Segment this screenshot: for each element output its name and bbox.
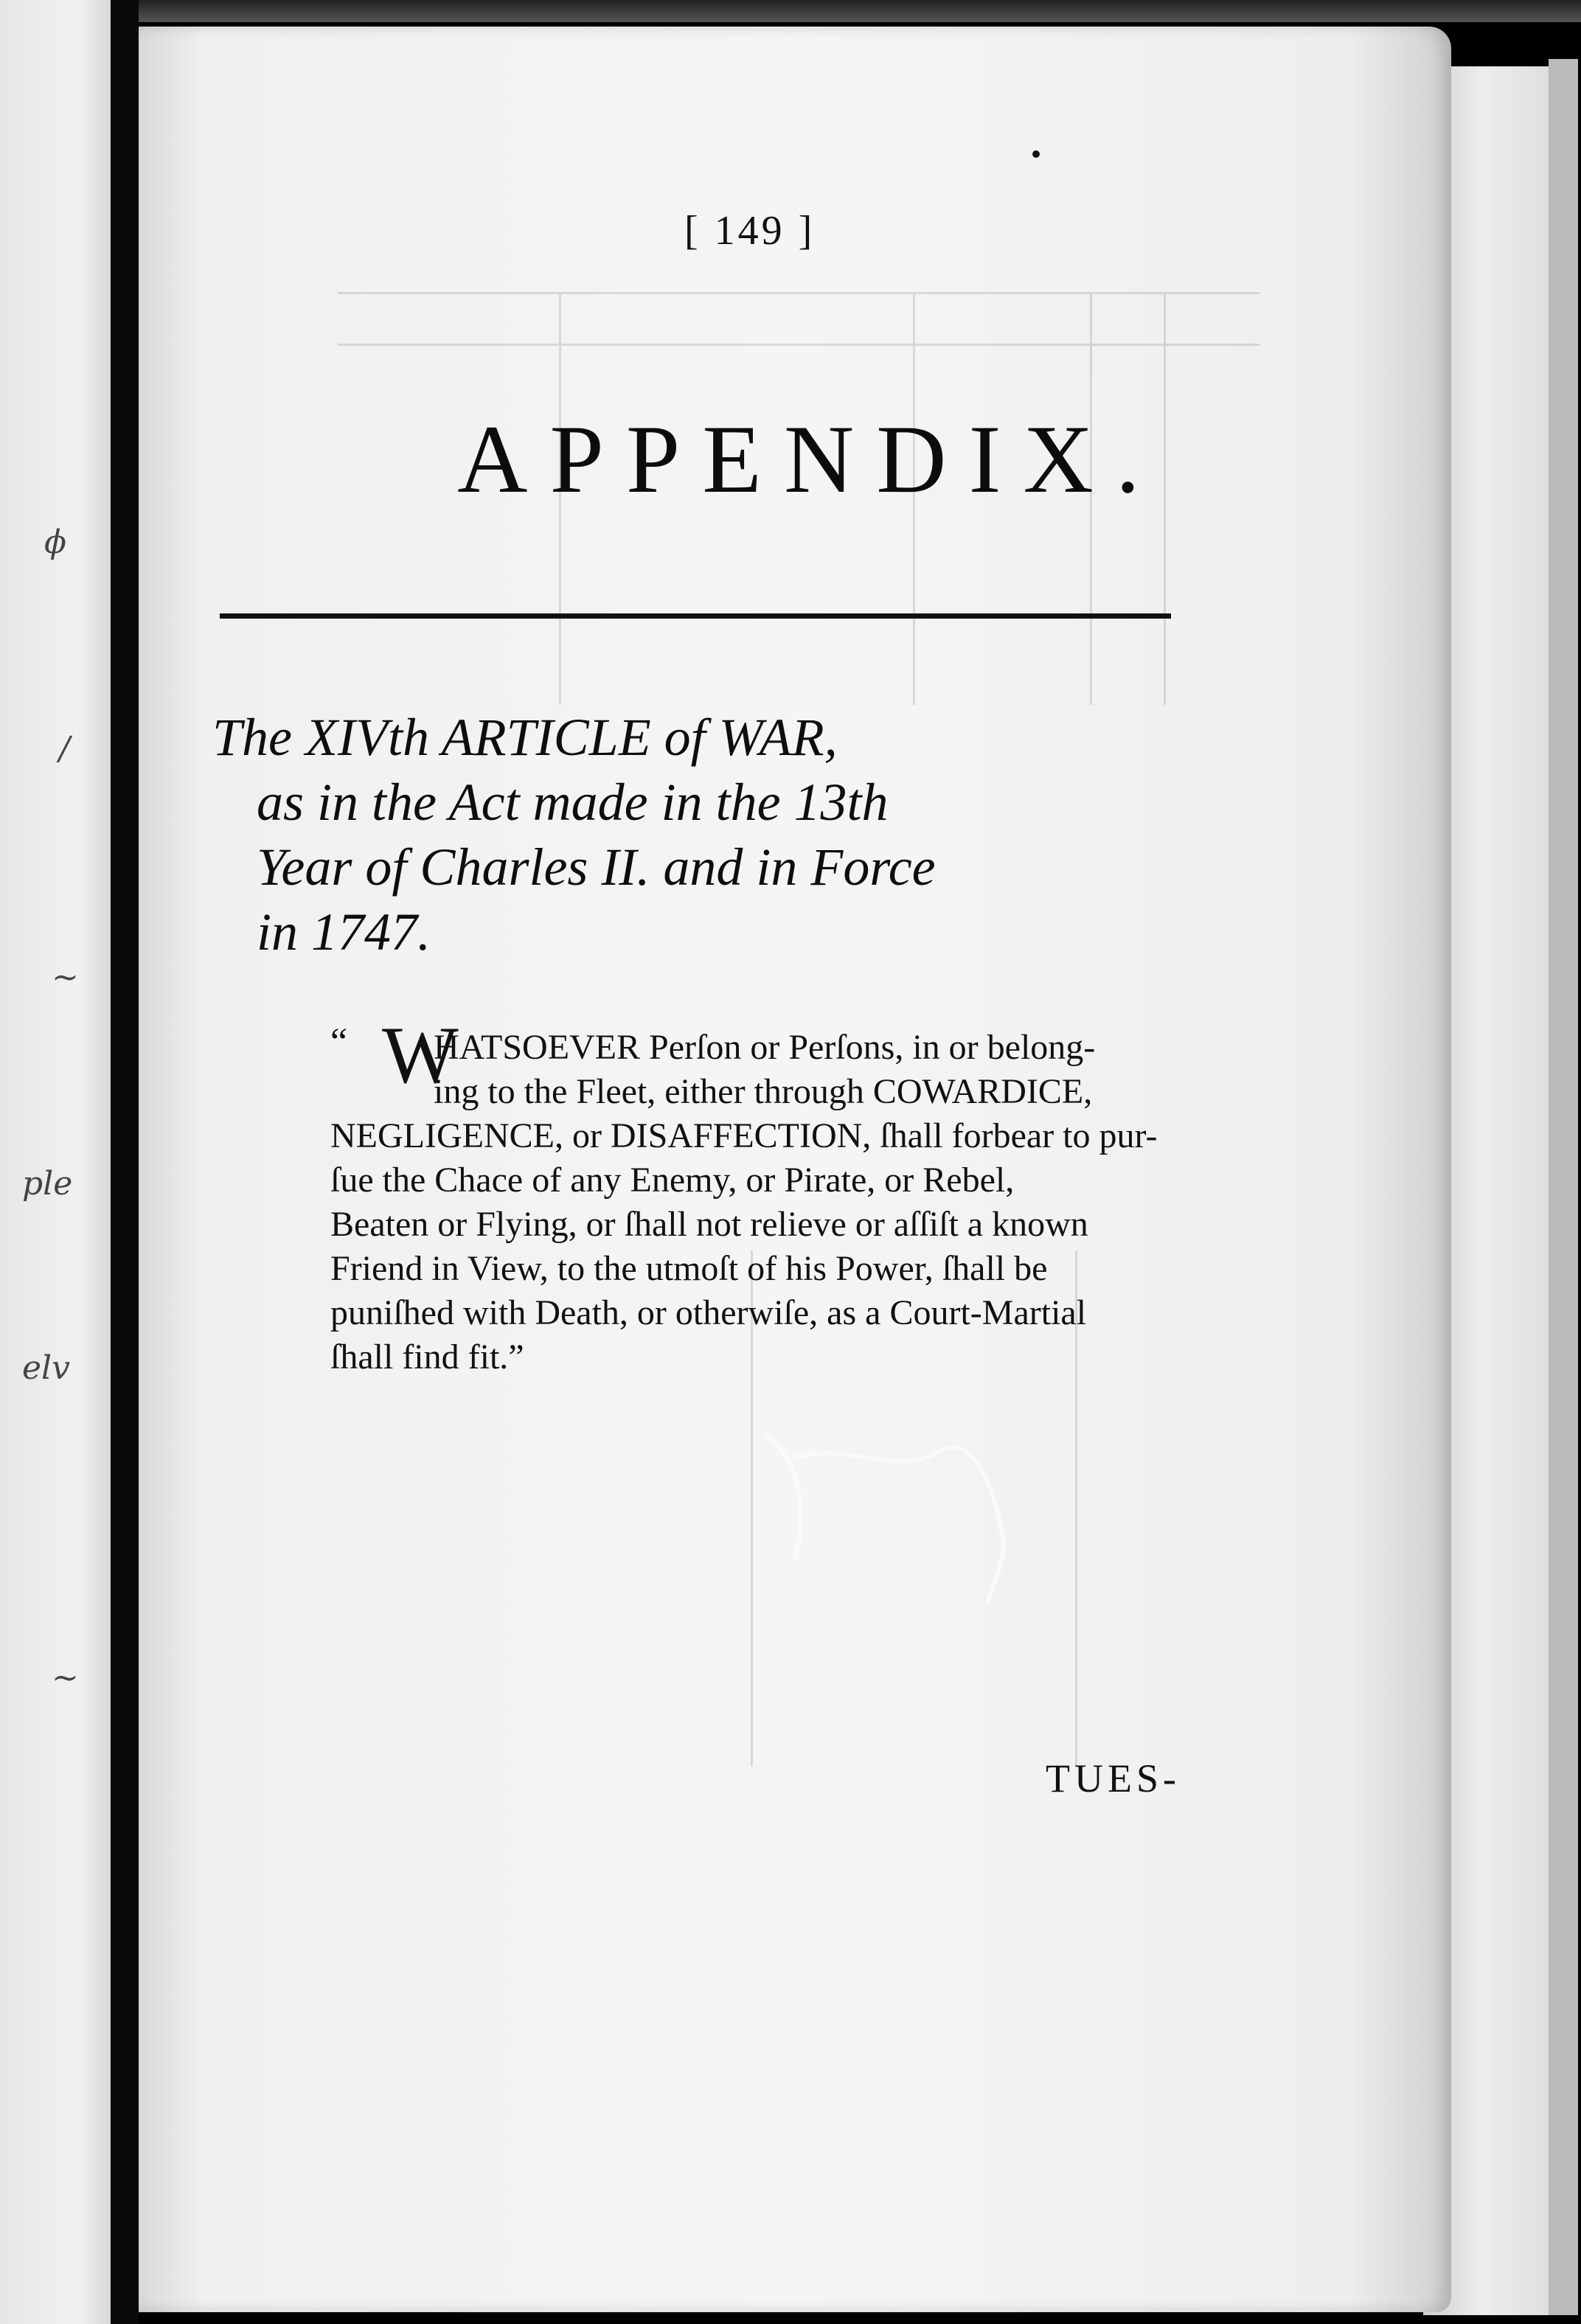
- page-title: APPENDIX.: [457, 405, 1162, 513]
- body-line: ing to the Fleet, either through COWARDICE,: [434, 1072, 1093, 1111]
- body-line: Beaten or Flying, or ſhall not relieve or aſſiſt a known: [330, 1205, 1088, 1244]
- body-line: Friend in View, to the utmoſt of his Power, ſhall be: [330, 1249, 1048, 1288]
- book-page: [139, 27, 1451, 2312]
- heading-line: Year of Charles II. and in Force: [257, 838, 936, 897]
- page-number: [ 149 ]: [684, 208, 816, 254]
- body-line: ſhall find fit.”: [330, 1337, 524, 1377]
- book-gutter: [111, 0, 139, 2324]
- drop-cap: W: [382, 1010, 459, 1100]
- body-line: puniſhed with Death, or otherwiſe, as a Court-Martial: [330, 1293, 1087, 1332]
- book-top-edge: [111, 0, 1581, 22]
- paper-crease-mark: [751, 1413, 1105, 1619]
- body-line: NEGLIGENCE, or DISAFFECTION, ſhall forbear to pur-: [330, 1116, 1158, 1155]
- body-line: ſue the Chace of any Enemy, or Pirate, or Rebel,: [330, 1161, 1015, 1200]
- body-line: HATSOEVER Perſon or Perſons, in or belong-: [434, 1028, 1096, 1067]
- catchword: TUES-: [1046, 1756, 1181, 1801]
- opening-quote-mark: “: [330, 1021, 348, 1063]
- facing-page-left: [0, 0, 111, 2324]
- heading-line: The XIVth ARTICLE of WAR,: [212, 708, 838, 767]
- article-heading: [212, 705, 1186, 964]
- heading-line: as in the Act made in the 13th: [257, 773, 889, 832]
- heading-line: in 1747.: [257, 902, 431, 961]
- ink-spot: [1032, 150, 1040, 158]
- title-rule: [220, 613, 1171, 619]
- facing-page-handwriting: ϕ / ~ ple elv ~: [22, 523, 79, 1697]
- article-body: [330, 1026, 1245, 1380]
- page-stack-edge-outer: [1549, 59, 1578, 2315]
